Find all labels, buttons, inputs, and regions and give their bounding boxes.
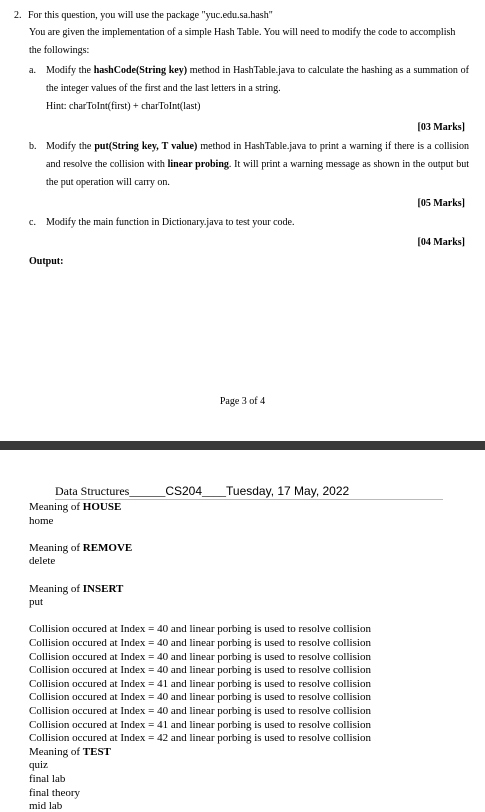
header-course-code: CS204 xyxy=(165,484,203,498)
item-a-marks: [03 Marks] xyxy=(417,122,465,133)
item-a-text-pre: Modify the xyxy=(46,65,94,76)
question-intro-text: For this question, you will use the package "yuc.edu.sa.hash" xyxy=(28,10,273,21)
output-line: final theory xyxy=(29,786,81,799)
item-b-linear-probing: linear probing xyxy=(167,159,229,170)
question-intro xyxy=(14,9,474,22)
item-b-text-post: . It will print a warning message as shown in the output but the put operation will carry on. xyxy=(46,159,469,188)
item-b-method: put(String key, T value) xyxy=(94,141,198,152)
output-line: Collision occured at Index = 40 and linear porbing is used to resolve collision xyxy=(29,691,371,704)
header-date: Tuesday, 17 May, 2022 xyxy=(226,484,350,498)
item-c-label: c. xyxy=(29,217,36,228)
output-line xyxy=(29,746,111,760)
output-line: Collision occured at Index = 41 and linear porbing is used to resolve collision xyxy=(29,677,371,690)
output-meaning-prefix: Meaning of xyxy=(29,501,83,513)
item-a-label: a. xyxy=(29,65,36,76)
output-meaning-prefix: Meaning of xyxy=(29,582,83,595)
header-separator-1: ______ xyxy=(129,484,166,498)
output-meaning-prefix: Meaning of xyxy=(29,541,83,554)
output-line: Collision occured at Index = 41 and linear porbing is used to resolve collision xyxy=(29,718,371,731)
output-line xyxy=(29,542,132,556)
output-meaning-word: TEST xyxy=(82,745,111,758)
output-line: Collision occured at Index = 40 and linear porbing is used to resolve collision xyxy=(29,637,371,649)
output-line: mid lab xyxy=(29,800,63,812)
item-b xyxy=(29,138,469,192)
item-a-text xyxy=(46,62,469,98)
item-b-text-mid: method in HashTable.java to print a warning if there is a collision and resolve the collision with xyxy=(46,141,469,170)
output-meaning-prefix: Meaning of xyxy=(29,745,83,758)
question-number: 2. xyxy=(14,10,22,21)
output-line xyxy=(29,501,121,515)
output-line: Collision occured at Index = 42 and linear porbing is used to resolve collision xyxy=(29,732,371,745)
item-c-marks: [04 Marks] xyxy=(417,237,465,248)
page-divider xyxy=(0,441,485,450)
output-line: home xyxy=(29,514,54,527)
output-line: Collision occured at Index = 40 and linear porbing is used to resolve collision xyxy=(29,623,371,636)
item-a xyxy=(29,62,469,98)
output-line: Collision occured at Index = 40 and linear porbing is used to resolve collision xyxy=(29,664,371,677)
question-description: You are given the implementation of a simple Hash Table. You will need to modify the code to accomplish the followings: xyxy=(29,27,456,56)
item-b-marks: [05 Marks] xyxy=(417,198,465,209)
output-line: put xyxy=(29,596,44,609)
output-line: Collision occured at Index = 40 and linear porbing is used to resolve collision xyxy=(29,705,371,717)
document-page-4 xyxy=(0,450,485,812)
output-line: Collision occured at Index = 40 and linear porbing is used to resolve collision xyxy=(29,650,371,663)
item-c-text: Modify the main function in Dictionary.java to test your code. xyxy=(46,217,295,228)
header-separator-2: ____ xyxy=(202,484,227,498)
item-b-label: b. xyxy=(29,141,37,152)
output-meaning-word: INSERT xyxy=(82,582,124,595)
header-course: Data Structures xyxy=(55,484,130,498)
item-b-text-pre: Modify the xyxy=(46,141,95,152)
page-header xyxy=(55,484,443,500)
output-line: final lab xyxy=(29,773,66,785)
output-line: delete xyxy=(29,555,56,568)
output-line: quiz xyxy=(29,759,48,772)
output-line xyxy=(29,583,123,597)
item-a-hint: Hint: charToInt(first) + charToInt(last) xyxy=(46,101,201,112)
output-meaning-word: REMOVE xyxy=(82,541,133,554)
item-c xyxy=(29,214,469,232)
output-label: Output: xyxy=(29,256,64,267)
item-b-text xyxy=(46,138,469,192)
item-a-method: hashCode(String key) xyxy=(93,65,188,76)
item-a-text-post: method in HashTable.java to calculate the hashing as a summation of the integer values of the first and the last letters in a string. xyxy=(46,65,470,94)
output-meaning-word: HOUSE xyxy=(82,501,122,513)
page-number: Page 3 of 4 xyxy=(219,396,266,407)
